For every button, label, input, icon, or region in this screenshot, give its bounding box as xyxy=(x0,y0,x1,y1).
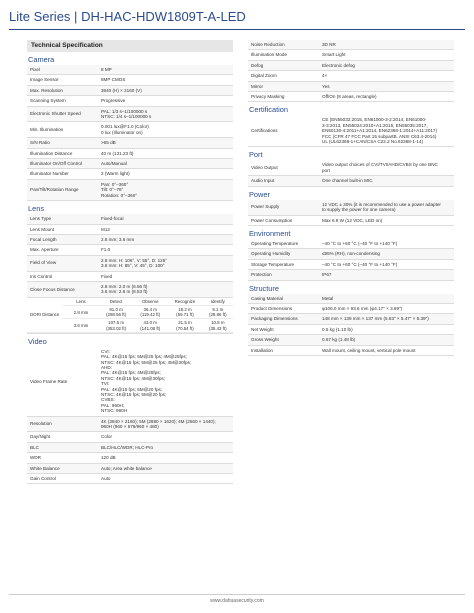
spec-value xyxy=(320,160,454,175)
spec-key: Focal Length xyxy=(30,236,57,242)
dori-value xyxy=(99,305,133,318)
spec-row xyxy=(27,453,233,463)
spec-value-line: IP67 xyxy=(322,272,332,278)
spec-key: BLC xyxy=(30,444,39,450)
spec-value-line: ≤95% (RH), non-condensing xyxy=(322,251,380,257)
dori-lens: 2.8 mm xyxy=(63,305,99,318)
spec-value-line: BLC/HLC/WDR; HLC-Pro xyxy=(101,444,154,450)
spec-value-line: 0.67 kg (1.48 lb) xyxy=(322,337,356,343)
spec-value xyxy=(99,245,233,254)
spec-value-line: CE (EN55032:2015, EN61000-3-2:2014, EN61000- xyxy=(322,117,427,123)
spec-key: Day/Night xyxy=(30,434,51,440)
spec-value xyxy=(320,294,454,303)
spec-value xyxy=(99,282,233,297)
spec-value-line: Video output choices of CVI/TVI/AHD/CVBS by one BNC xyxy=(322,162,438,168)
spec-key: Protection xyxy=(251,272,272,278)
spec-value-line: 120 dB xyxy=(101,455,116,461)
spec-key: Lens Type xyxy=(30,216,52,222)
spec-key: Gross Weight xyxy=(251,337,279,343)
spec-value-line: Off/On (8 areas, rectangle) xyxy=(322,94,377,100)
spec-value xyxy=(99,432,233,441)
spec-row xyxy=(248,314,454,324)
section-title-lens: Lens xyxy=(28,204,45,214)
spec-value xyxy=(99,214,233,223)
spec-value xyxy=(99,86,233,95)
header-rule xyxy=(9,29,465,30)
spec-value xyxy=(99,235,233,244)
spec-row xyxy=(27,122,233,138)
spec-row xyxy=(27,432,233,442)
spec-key: Min. Illumination xyxy=(30,127,64,133)
dori-grid xyxy=(27,298,233,333)
spec-value-line: PAL: 4K@15 fps; 4M@25fps; xyxy=(101,370,161,376)
spec-row xyxy=(27,138,233,148)
spec-value-line: 0.001 lux@F1.0 (Color) xyxy=(101,124,149,130)
spec-key: Product Dimensions xyxy=(251,305,293,311)
spec-value-line: NTSC: 4K@15 fps; 5M@20 fps; xyxy=(101,392,167,398)
spec-value-line: Progressive xyxy=(101,98,126,104)
section-title-video: Video xyxy=(28,336,47,346)
spec-row xyxy=(248,61,454,71)
spec-row xyxy=(27,235,233,245)
spec-value xyxy=(99,443,233,452)
spec-row xyxy=(27,180,233,201)
spec-value-line: >65 dB xyxy=(101,140,116,146)
spec-value xyxy=(320,304,454,313)
spec-value xyxy=(99,96,233,105)
spec-value-line: 2.8 mm: 2.0 m (6.56 ft) xyxy=(101,283,148,289)
dori-head-cell: Recognize xyxy=(167,298,202,306)
spec-key: Packaging Dimensions xyxy=(251,316,298,322)
spec-row xyxy=(27,347,233,417)
spec-value-line: One channel built-in MIC xyxy=(322,178,373,184)
spec-key: Certifications xyxy=(251,128,278,134)
spec-value xyxy=(99,75,233,84)
spec-value-line: Rotation: 0°–360° xyxy=(101,192,138,198)
spec-value-line: Pan: 0°–360° xyxy=(101,181,129,187)
spec-value xyxy=(320,176,454,185)
spec-value xyxy=(99,159,233,168)
spec-row xyxy=(248,260,454,270)
spec-key: Max. Aperture xyxy=(30,247,59,253)
spec-row xyxy=(248,239,454,249)
spec-key: Digital Zoom xyxy=(251,73,277,79)
spec-row xyxy=(27,86,233,96)
spec-row xyxy=(248,115,454,147)
spec-value-line: 12 VDC ± 30% (it is recommended to use a power adapter xyxy=(322,201,441,207)
spec-value-line: Tilt: 0°–78° xyxy=(101,187,124,193)
spec-row xyxy=(248,160,454,176)
spec-value-line: NTSC: 4K@15 fps; 4M@30fps; xyxy=(101,375,165,381)
spec-value xyxy=(320,71,454,80)
dori-value-line: 18.2 m xyxy=(178,306,192,312)
spec-row xyxy=(27,225,233,235)
spec-title: Technical Specification xyxy=(27,40,233,52)
dori-head-cell: Identify xyxy=(203,298,233,306)
left-column xyxy=(27,40,233,484)
dori-head-cell: Detect xyxy=(99,298,133,306)
dori-table xyxy=(27,298,233,334)
spec-key: Close Focus Distance xyxy=(30,286,75,292)
spec-key: Privacy Masking xyxy=(251,94,285,100)
spec-key: Power Supply xyxy=(251,204,280,210)
section-title-cert: Certification xyxy=(249,105,289,115)
spec-value-line: PAL: 4K@15 fps; 5M@25 fps; 4M@25fps; xyxy=(101,354,187,360)
spec-value xyxy=(99,347,233,416)
spec-value-line: –40 °C to +60 °C (–40 °F to +140 °F) xyxy=(322,261,398,267)
spec-row xyxy=(27,214,233,224)
spec-value-line: Auto/Manual xyxy=(101,161,127,167)
spec-value-line: 2.8 mm: H: 106°, V: 55°, D: 125° xyxy=(101,257,168,263)
spec-value xyxy=(320,239,454,248)
dori-value-line: 107.6 m xyxy=(108,320,125,326)
spec-value-line: F1.0 xyxy=(101,247,111,253)
spec-key: Electronic Shutter Speed xyxy=(30,111,81,117)
dori-value-line: (59.71 ft) xyxy=(176,312,194,318)
dori-head-cell: Observe xyxy=(133,298,167,306)
spec-value-line: 0.5 kg (1.10 lb) xyxy=(322,326,353,332)
spec-row xyxy=(248,304,454,314)
spec-value-line: Metal xyxy=(322,295,334,301)
spec-value-line: CVBS: xyxy=(101,397,115,403)
spec-value-line: 2.8 mm; 3.6 mm xyxy=(101,236,135,242)
spec-key: White Balance xyxy=(30,465,60,471)
spec-row xyxy=(27,417,233,433)
spec-row xyxy=(248,82,454,92)
dori-value-line: 9.1 m xyxy=(212,306,224,312)
dori-lens: 3.6 mm xyxy=(63,319,99,332)
spec-value-line: 0 lux (Illuminator on) xyxy=(101,129,143,135)
spec-row xyxy=(27,149,233,159)
spec-key: Noise Reduction xyxy=(251,42,285,47)
spec-key: Audio Input xyxy=(251,178,275,184)
dori-value xyxy=(167,319,202,332)
spec-value-line: Electronic defog xyxy=(322,62,355,68)
spec-value xyxy=(99,65,233,74)
spec-value xyxy=(99,138,233,147)
spec-value xyxy=(320,270,454,279)
title-separator: | xyxy=(74,9,78,24)
dori-value xyxy=(203,319,233,332)
spec-row xyxy=(27,75,233,85)
dori-value-line: (35.43 ft) xyxy=(209,325,227,331)
spec-value-line: to supply the power for one camera) xyxy=(322,207,396,213)
spec-value xyxy=(320,61,454,70)
dori-value xyxy=(133,319,167,332)
spec-value xyxy=(320,249,454,258)
section-title-camera: Camera xyxy=(28,55,55,64)
spec-value-line: TVI: xyxy=(101,381,110,387)
spec-key: Illumination Distance xyxy=(30,150,73,156)
dori-value-line: (29.86 ft) xyxy=(209,312,227,318)
dori-value-line: 10.8 m xyxy=(211,320,225,326)
spec-value-line: 148 mm × 139 mm × 137 mm (5.83" × 5.47" × 5.39") xyxy=(322,316,429,322)
doc-title xyxy=(9,9,246,24)
spec-row xyxy=(27,474,233,484)
spec-value-line: Fixed-focal xyxy=(101,216,124,222)
spec-value xyxy=(320,335,454,344)
spec-value xyxy=(99,107,233,122)
dori-value-line: 43.0 m xyxy=(143,320,157,326)
spec-row xyxy=(248,270,454,280)
spec-value-line: NTSC: 1/4 s–1/100000 s xyxy=(101,114,152,120)
section-title-struct: Structure xyxy=(249,283,279,293)
spec-row xyxy=(27,282,233,298)
spec-value xyxy=(99,417,233,432)
spec-key: S/N Ratio xyxy=(30,140,50,146)
section-title-env: Environment xyxy=(249,228,291,238)
spec-value-line: 4× xyxy=(322,73,328,79)
spec-key: Video Frame Rate xyxy=(30,378,68,384)
spec-value xyxy=(320,314,454,323)
spec-row xyxy=(27,272,233,282)
spec-value-line: Yes xyxy=(322,83,330,89)
page-header xyxy=(0,0,474,34)
spec-value-line: Fixed xyxy=(101,273,113,279)
spec-value-line: 3-3:2013, EN55024:2010+A1:2015, EN55035:2017, xyxy=(322,122,428,128)
spec-key: Gain Control xyxy=(30,476,56,482)
spec-key: Pixel xyxy=(30,67,40,72)
spec-key: Scanning System xyxy=(30,98,66,104)
spec-value-line: 960H (960 × 576/960 × 480) xyxy=(101,424,159,430)
spec-value-line: UL (UL62368-1+CAN/CSA C22.2 No.62368-1-14) xyxy=(322,139,424,145)
spec-value-line: PAL: 1/3 s–1/100000 s xyxy=(101,108,148,114)
spec-row xyxy=(248,40,454,50)
spec-key: Field of View xyxy=(30,260,57,266)
dori-value xyxy=(99,319,133,332)
spec-value xyxy=(320,216,454,225)
spec-value-line: Auto xyxy=(101,476,111,482)
dori-value-line: (70.54 ft) xyxy=(176,325,194,331)
spec-key: Operating Humidity xyxy=(251,251,291,257)
model-name: DH-HAC-HDW1809T-A-LED xyxy=(81,9,246,24)
spec-value-line: Smart Light xyxy=(322,52,346,58)
spec-key: Resolution xyxy=(30,421,52,427)
dori-head xyxy=(27,298,233,306)
spec-value xyxy=(99,149,233,158)
spec-value-line: port xyxy=(322,167,330,173)
spec-value-line: 3.6 mm: H: 85°, V: 45°, D: 100° xyxy=(101,263,165,269)
spec-value xyxy=(99,169,233,178)
spec-value-line: 4K (3840 × 2160); 5M (2880 × 1620); 4M (2560 × 1440); xyxy=(101,418,216,424)
spec-value xyxy=(320,346,454,355)
spec-row xyxy=(27,107,233,123)
spec-key: WDR xyxy=(30,455,41,461)
dori-value xyxy=(133,305,167,318)
spec-row xyxy=(248,249,454,259)
spec-key: Mirror xyxy=(251,83,263,89)
spec-key: Video Output xyxy=(251,165,278,171)
spec-value xyxy=(99,272,233,281)
series-name: Lite Series xyxy=(9,9,71,24)
spec-key: Max. Resolution xyxy=(30,87,63,93)
spec-value-line: 2 (Warm light) xyxy=(101,171,130,177)
spec-key: Defog xyxy=(251,62,264,68)
spec-row xyxy=(248,200,454,216)
spec-row xyxy=(248,71,454,81)
spec-row xyxy=(248,92,454,102)
spec-value-line: Wall mount, ceiling mount, vertical pole mount xyxy=(322,347,416,353)
spec-value-line: Color xyxy=(101,434,112,440)
spec-value-line: EN50130-4:2011+A1:2014, EN62368-1:2014+A11:2017) xyxy=(322,128,438,134)
spec-value-line: 3D NR xyxy=(322,42,336,47)
spec-value xyxy=(99,122,233,137)
spec-value xyxy=(320,115,454,146)
spec-value-line: PAL: 4K@15 fps; 5M@20 fps; xyxy=(101,386,163,392)
spec-value xyxy=(99,453,233,462)
spec-row xyxy=(27,96,233,106)
spec-value-line: AHD: xyxy=(101,364,112,370)
spec-value xyxy=(320,40,454,49)
footer-rule xyxy=(9,594,465,595)
spec-row xyxy=(248,346,454,356)
spec-value-line: 3.6 mm: 2.6 m (8.53 ft) xyxy=(101,289,148,295)
spec-value xyxy=(320,50,454,59)
right-column xyxy=(248,40,454,356)
spec-row xyxy=(27,159,233,169)
spec-value-line: 8 MP xyxy=(101,67,112,72)
dori-value-line: 36.4 m xyxy=(143,306,157,312)
spec-value-line: PAL: 960H; xyxy=(101,402,125,408)
spec-value xyxy=(320,325,454,334)
section-title-port: Port xyxy=(249,150,263,160)
spec-value xyxy=(320,200,454,215)
spec-row xyxy=(248,325,454,335)
spec-value-line: 3840 (H) × 2160 (V) xyxy=(101,87,142,93)
spec-key: Illuminator Number xyxy=(30,171,69,177)
spec-row xyxy=(248,216,454,226)
spec-value-line: FCC (CFR 47 FCC Part 15 subpartB, ANSI C63.4-2014) xyxy=(322,133,437,139)
dori-value-line: 91.0 m xyxy=(109,306,123,312)
spec-key: Illuminator On/Off Control xyxy=(30,161,82,167)
spec-row xyxy=(27,65,233,75)
spec-value xyxy=(320,260,454,269)
spec-value-line: 8MP CMOS xyxy=(101,77,126,83)
dori-value-line: (353.02 ft) xyxy=(106,325,127,331)
spec-key: Operating Temperature xyxy=(251,240,299,246)
spec-key: Iris Control xyxy=(30,273,53,279)
spec-value-line: –40 °C to +60 °C (–40 °F to +140 °F) xyxy=(322,240,398,246)
spec-value xyxy=(320,82,454,91)
spec-row xyxy=(27,443,233,453)
spec-value xyxy=(99,225,233,234)
spec-row xyxy=(248,294,454,304)
spec-key: Image Sensor xyxy=(30,77,59,83)
dori-label: DORI Distance xyxy=(27,298,63,333)
dori-value xyxy=(203,305,233,318)
dori-value xyxy=(167,305,202,318)
spec-value-line: NTSC: 4K@15 fps; 5M@25 fps; 4M@30fps; xyxy=(101,359,192,365)
spec-key: Storage Temperature xyxy=(251,261,295,267)
spec-row xyxy=(248,176,454,186)
dori-value-line: (141.08 ft) xyxy=(140,325,161,331)
spec-key: Net Weight xyxy=(251,326,274,332)
spec-row xyxy=(27,169,233,179)
section-title-power: Power xyxy=(249,189,270,199)
spec-key: Pan/Tilt/Rotation Range xyxy=(30,187,79,193)
spec-value-line: φ106.0 mm × 93.6 mm (φ4.17" × 3.69") xyxy=(322,305,403,311)
spec-value-line: M12 xyxy=(101,226,110,232)
spec-key: Illumination Mode xyxy=(251,52,288,58)
spec-value xyxy=(320,92,454,101)
spec-key: Power Consumption xyxy=(251,217,293,223)
spec-row xyxy=(27,245,233,255)
spec-key: Lens Mount xyxy=(30,226,55,232)
spec-row xyxy=(248,335,454,345)
spec-value xyxy=(99,464,233,473)
spec-key: Casing Material xyxy=(251,295,283,301)
spec-value xyxy=(99,180,233,200)
spec-key: Installation xyxy=(251,347,273,353)
spec-value-line: 40 m (131.23 ft) xyxy=(101,150,134,156)
spec-value-line: NTSC: 960H xyxy=(101,408,128,414)
dori-value-line: (119.42 ft) xyxy=(140,312,161,318)
spec-value xyxy=(99,256,233,271)
dori-head-cell: Lens xyxy=(63,298,99,306)
spec-value-line: Auto; Area white balance xyxy=(101,465,152,471)
footer-url: www.dahuasecurity.com xyxy=(210,598,264,604)
spec-row xyxy=(27,464,233,474)
spec-value xyxy=(99,474,233,483)
dori-value-line: 21.5 m xyxy=(178,320,192,326)
spec-value-line: Max 6.9 W (12 VDC, LED on) xyxy=(322,217,383,223)
spec-value-line: CVI: xyxy=(101,348,110,354)
spec-row xyxy=(27,256,233,272)
spec-row xyxy=(248,50,454,60)
dori-value-line: (298.56 ft) xyxy=(106,312,127,318)
